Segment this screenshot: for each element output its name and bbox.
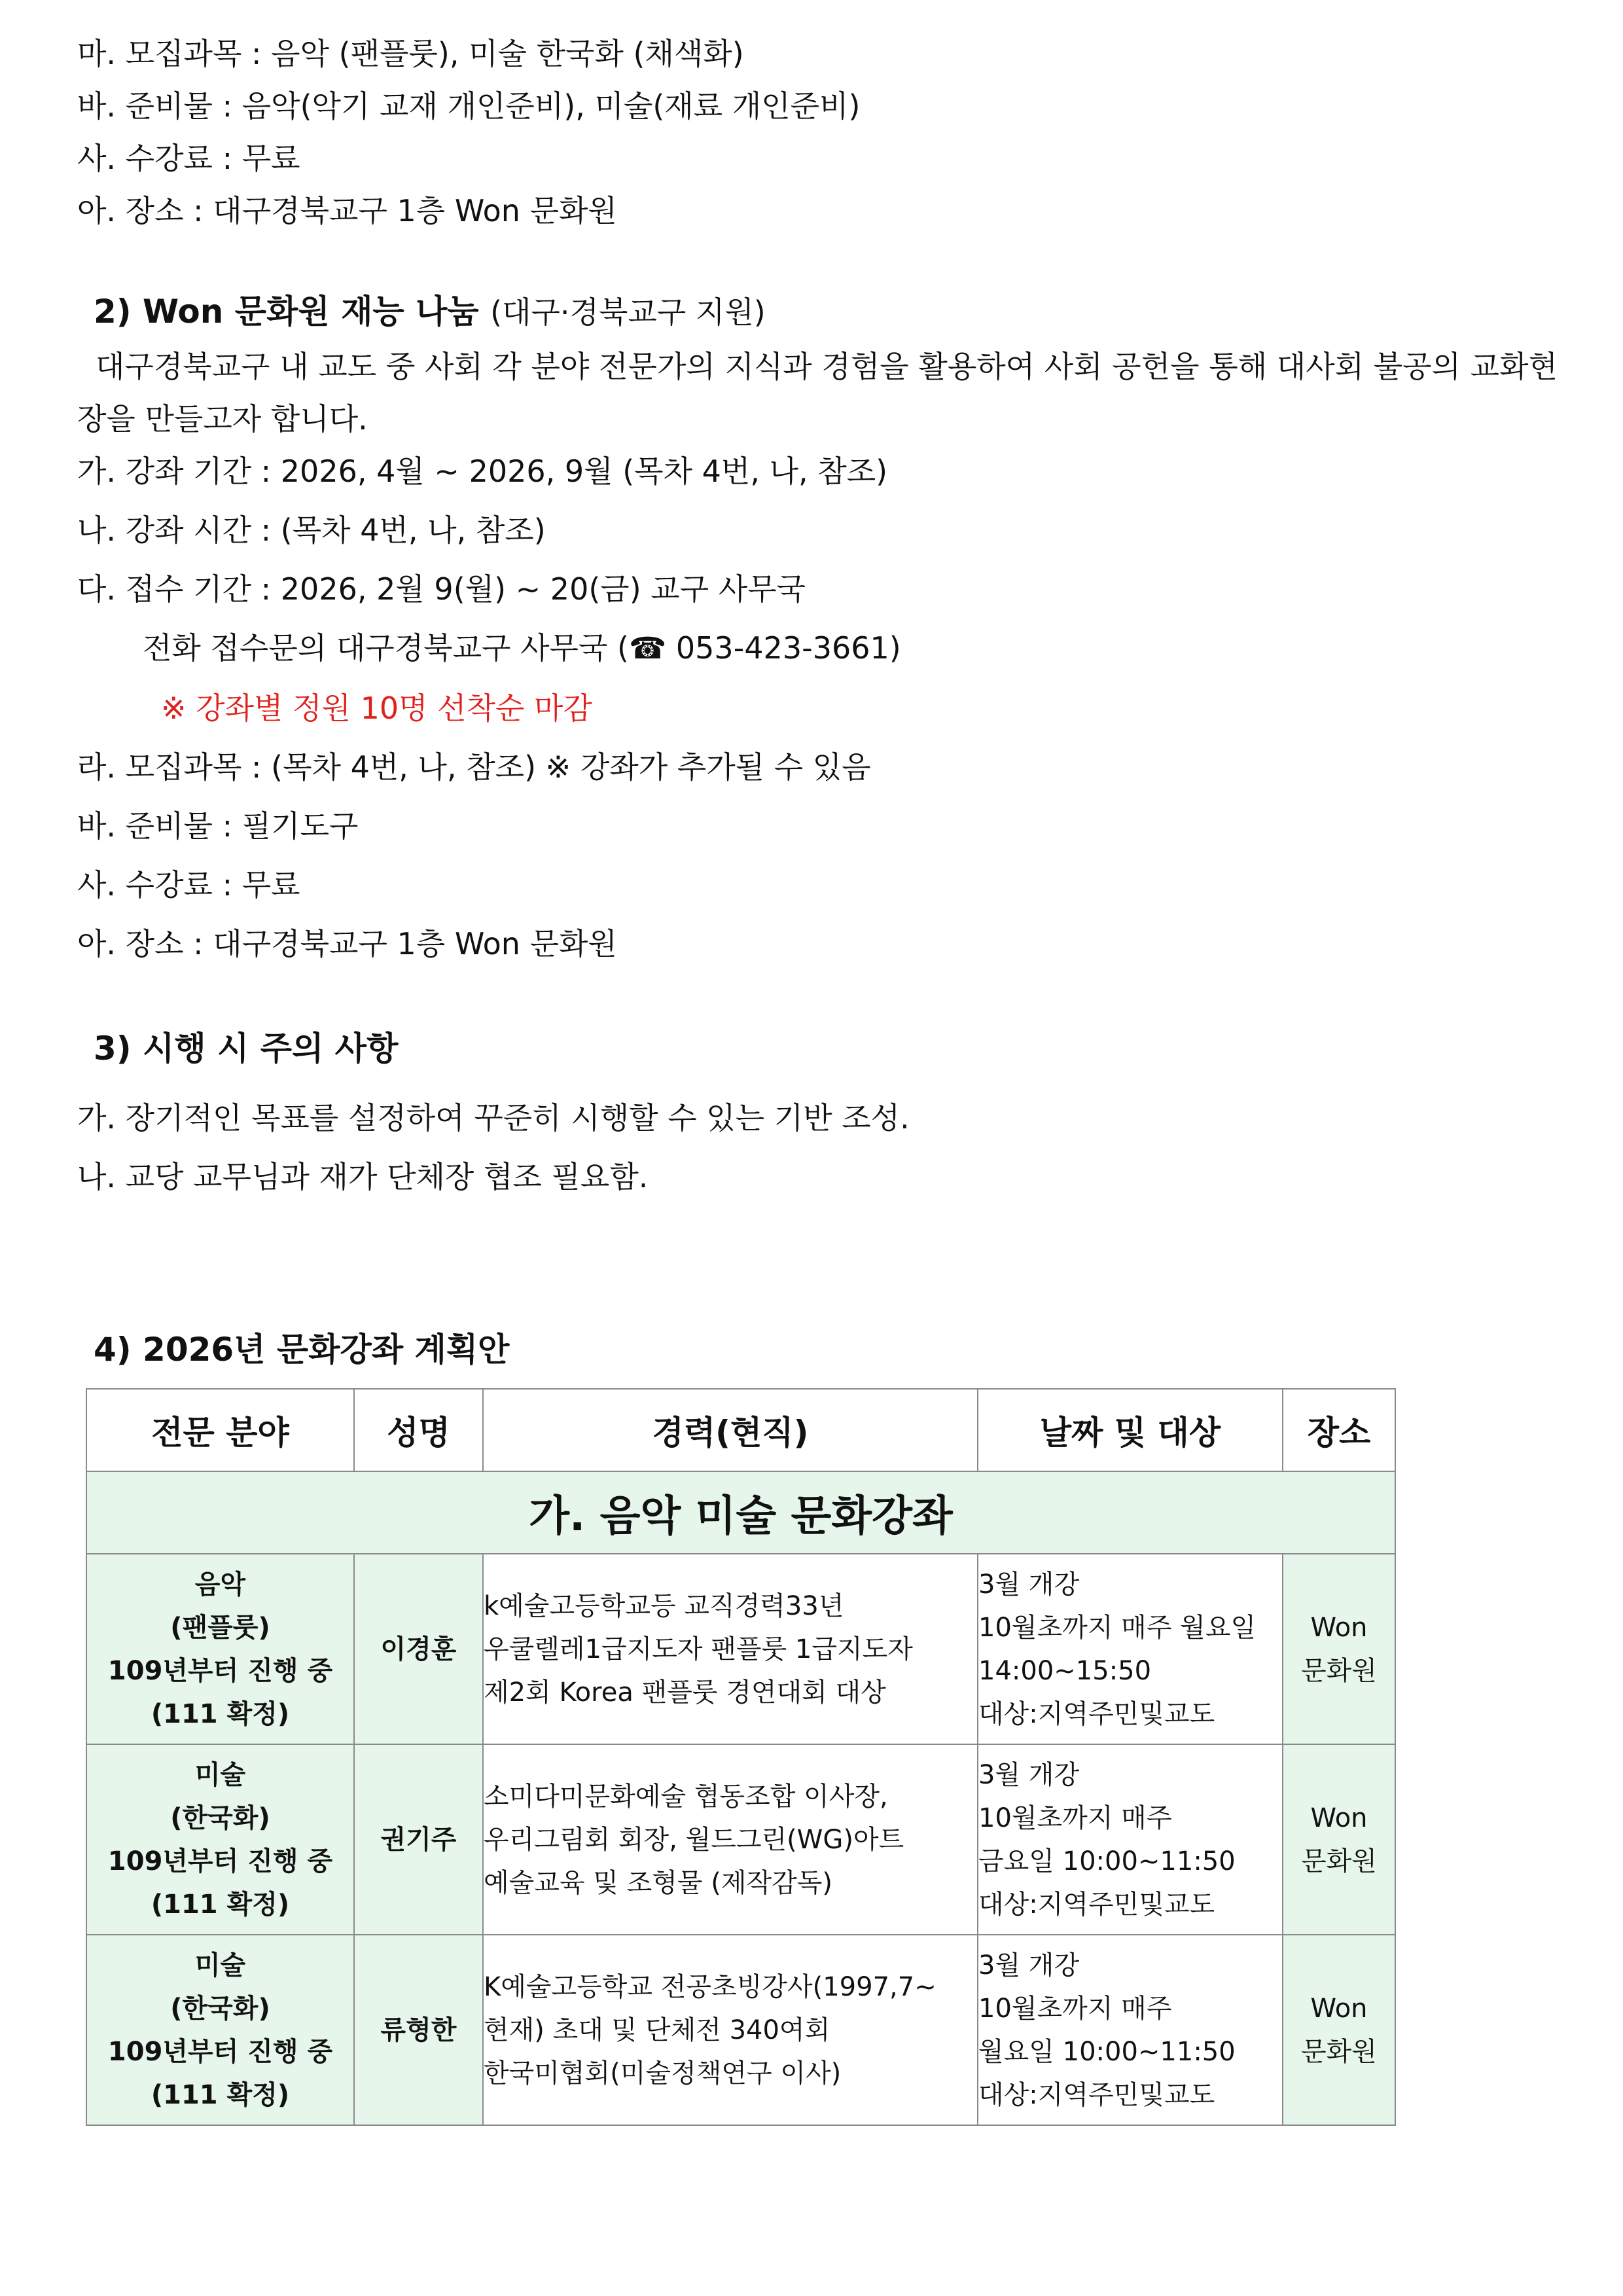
date-line: 3월 개강 bbox=[978, 1950, 1080, 1981]
career-line: k예술고등학교등 교직경력33년 bbox=[484, 1590, 844, 1621]
field-line: (111 확정) bbox=[151, 1889, 290, 1920]
place-line: 문화원 bbox=[1301, 2036, 1377, 2067]
date-line: 10월초까지 매주 bbox=[978, 1803, 1172, 1833]
section2-subtitle: (대구·경북교구 지원) bbox=[490, 295, 766, 330]
date-line: 금요일 10:00~11:50 bbox=[978, 1846, 1236, 1876]
cell-field bbox=[86, 1935, 354, 2125]
section2-title: 2) Won 문화원 재능 나눔 bbox=[94, 293, 479, 331]
cell-date-target bbox=[978, 1554, 1283, 1744]
part1-item-ba: 바. 준비물 : 음악(악기 교재 개인준비), 미술(재료 개인준비) bbox=[77, 88, 861, 124]
header-place: 장소 bbox=[1283, 1389, 1395, 1471]
place-line: Won bbox=[1310, 1612, 1368, 1643]
section2-capacity-note: ※ 강좌별 정원 10명 선착순 마감 bbox=[161, 691, 592, 726]
table-group-row bbox=[86, 1471, 1395, 1554]
place-line: 문화원 bbox=[1301, 1655, 1377, 1686]
cell-place bbox=[1283, 1744, 1395, 1935]
section2-paragraph: 대구경북교구 내 교도 중 사회 각 분야 전문가의 지식과 경험을 활용하여 사회 공헌을 통해 대사회 불공의 교화현장을 만들고자 합니다. bbox=[77, 349, 1558, 437]
section3-item-ga: 가. 장기적인 목표를 설정하여 꾸준히 시행할 수 있는 기반 조성. bbox=[77, 1100, 910, 1136]
field-line: 미술 bbox=[194, 1950, 246, 1981]
cell-field bbox=[86, 1554, 354, 1744]
field-line: 미술 bbox=[194, 1759, 246, 1790]
cell-place bbox=[1283, 1554, 1395, 1744]
place-line: Won bbox=[1310, 1993, 1368, 2024]
group-title: 가. 음악 미술 문화강좌 bbox=[86, 1471, 1395, 1554]
cell-date-target bbox=[978, 1744, 1283, 1935]
field-line: (팬플룻) bbox=[170, 1612, 270, 1643]
header-field: 전문 분야 bbox=[86, 1389, 354, 1471]
career-line: 우리그림회 회장, 월드그린(WG)아트 bbox=[484, 1824, 904, 1855]
field-line: 음악 bbox=[194, 1569, 246, 1600]
field-line: 109년부터 진행 중 bbox=[107, 1846, 333, 1876]
section2-item-ba: 바. 준비물 : 필기도구 bbox=[77, 808, 359, 844]
cell-name: 류형한 bbox=[354, 1935, 483, 2125]
table-row bbox=[86, 1554, 1395, 1744]
cell-field bbox=[86, 1744, 354, 1935]
cell-name: 권기주 bbox=[354, 1744, 483, 1935]
section2-item-a: 아. 장소 : 대구경북교구 1층 Won 문화원 bbox=[77, 926, 617, 961]
field-line: (한국화) bbox=[170, 1993, 270, 2024]
place-line: Won bbox=[1310, 1803, 1368, 1833]
cell-date-target bbox=[978, 1935, 1283, 2125]
career-line: 한국미협회(미술정책연구 이사) bbox=[484, 2058, 842, 2089]
date-line: 3월 개강 bbox=[978, 1759, 1080, 1790]
date-line: 대상:지역주민및교도 bbox=[978, 2079, 1215, 2110]
date-line: 대상:지역주민및교도 bbox=[978, 1889, 1215, 1920]
career-line: K예술고등학교 전공초빙강사(1997,7~ bbox=[484, 1971, 936, 2002]
section3-title: 3) 시행 시 주의 사항 bbox=[94, 1030, 399, 1067]
part1-item-ma: 마. 모집과목 : 음악 (팬플룻), 미술 한국화 (채색화) bbox=[77, 36, 744, 71]
field-line: 109년부터 진행 중 bbox=[107, 2036, 333, 2067]
section2-heading bbox=[94, 291, 766, 333]
cell-career bbox=[483, 1744, 978, 1935]
culture-course-table bbox=[86, 1388, 1396, 2126]
cell-name: 이경훈 bbox=[354, 1554, 483, 1744]
date-line: 10월초까지 매주 bbox=[978, 1993, 1172, 2024]
section2-item-sa: 사. 수강료 : 무료 bbox=[77, 867, 300, 903]
date-line: 10월초까지 매주 월요일 bbox=[978, 1612, 1257, 1643]
table-row bbox=[86, 1935, 1395, 2125]
career-line: 소미다미문화예술 협동조합 이사장, bbox=[484, 1781, 888, 1812]
career-line: 현재) 초대 및 단체전 340여회 bbox=[484, 2015, 830, 2045]
part1-item-a: 아. 장소 : 대구경북교구 1층 Won 문화원 bbox=[77, 193, 617, 228]
table-header-row bbox=[86, 1389, 1395, 1471]
section4-title: 4) 2026년 문화강좌 계획안 bbox=[94, 1331, 510, 1369]
header-name: 성명 bbox=[354, 1389, 483, 1471]
field-line: 109년부터 진행 중 bbox=[107, 1655, 333, 1686]
table-row bbox=[86, 1744, 1395, 1935]
date-line: 대상:지역주민및교도 bbox=[978, 1698, 1215, 1729]
header-career: 경력(현직) bbox=[483, 1389, 978, 1471]
header-date-target: 날짜 및 대상 bbox=[978, 1389, 1283, 1471]
cell-career bbox=[483, 1935, 978, 2125]
date-line: 월요일 10:00~11:50 bbox=[978, 2036, 1236, 2067]
date-line: 3월 개강 bbox=[978, 1569, 1080, 1600]
section2-item-na: 나. 강좌 시간 : (목차 4번, 나, 참조) bbox=[77, 512, 546, 548]
field-line: (111 확정) bbox=[151, 1698, 290, 1729]
section2-item-da: 다. 접수 기간 : 2026, 2월 9(월) ~ 20(금) 교구 사무국 bbox=[77, 571, 806, 607]
career-line: 우쿨렐레1급지도자 팬플룻 1급지도자 bbox=[484, 1634, 913, 1664]
part1-item-sa: 사. 수강료 : 무료 bbox=[77, 141, 300, 176]
field-line: (111 확정) bbox=[151, 2079, 290, 2110]
section3-item-na: 나. 교당 교무님과 재가 단체장 협조 필요함. bbox=[77, 1159, 649, 1194]
section2-item-ra: 라. 모집과목 : (목차 4번, 나, 참조) ※ 강좌가 추가될 수 있음 bbox=[77, 749, 871, 785]
cell-place bbox=[1283, 1935, 1395, 2125]
career-line: 예술교육 및 조형물 (제작감독) bbox=[484, 1867, 833, 1898]
career-line: 제2회 Korea 팬플룻 경연대회 대상 bbox=[484, 1677, 886, 1708]
section2-phone: 전화 접수문의 대구경북교구 사무국 (☎ 053-423-3661) bbox=[143, 630, 901, 666]
field-line: (한국화) bbox=[170, 1803, 270, 1833]
cell-career bbox=[483, 1554, 978, 1744]
place-line: 문화원 bbox=[1301, 1846, 1377, 1876]
date-line: 14:00~15:50 bbox=[978, 1655, 1152, 1686]
section2-item-ga: 가. 강좌 기간 : 2026, 4월 ~ 2026, 9월 (목차 4번, 나, 참조) bbox=[77, 454, 888, 489]
